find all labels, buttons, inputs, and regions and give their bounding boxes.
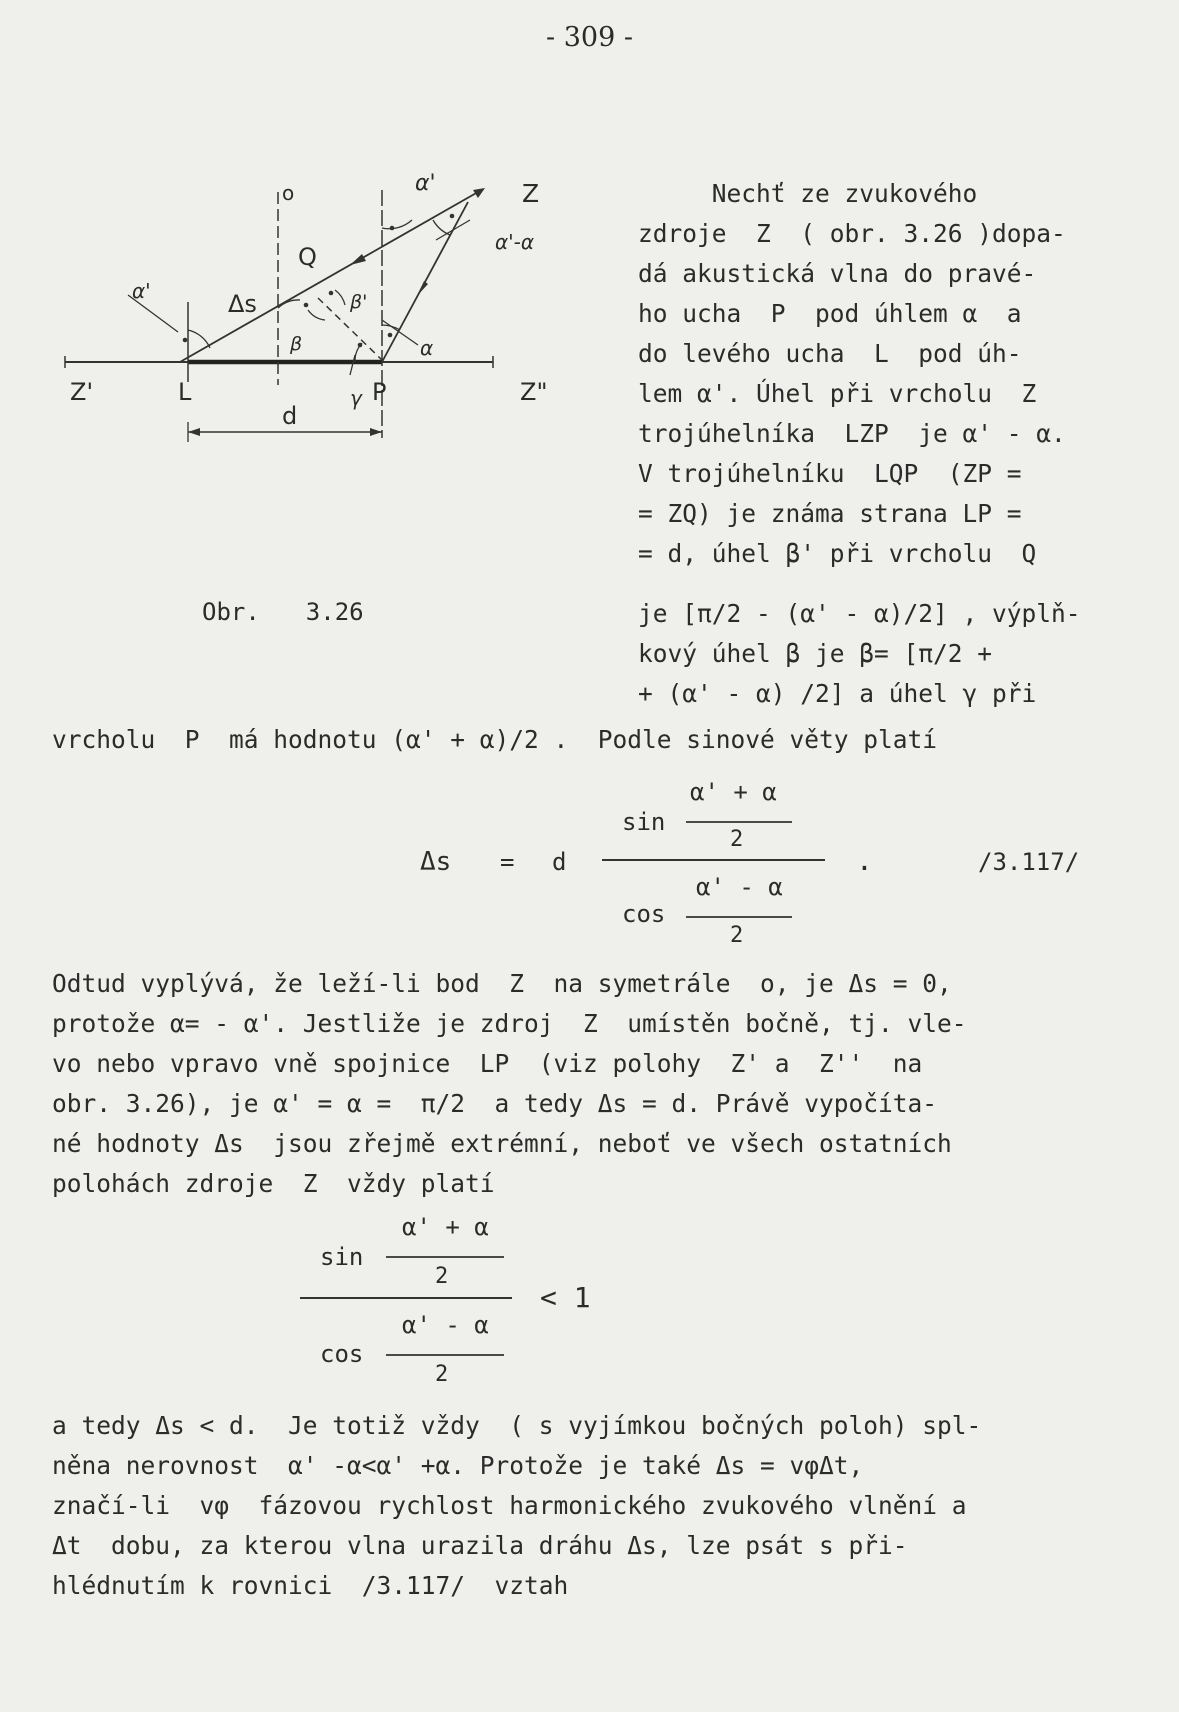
- figure-caption: [202, 598, 410, 626]
- label-delta-s: Δs: [228, 290, 257, 318]
- eq1-two-b: 2: [730, 923, 744, 948]
- eq2-two-a: 2: [435, 1264, 449, 1289]
- text-line: Δt dobu, za kterou vlna urazila dráhu Δs, lze psát s při-: [52, 1531, 908, 1560]
- text-line: vo nebo vpravo vně spojnice LP (viz polohy Z' a Z'' na: [52, 1049, 923, 1078]
- label-q: Q: [298, 243, 317, 271]
- eq2-sin: sin: [320, 1243, 364, 1271]
- text-line: + (α' - α) /2] a úhel γ při: [638, 679, 1037, 708]
- eq1-dot: .: [856, 844, 873, 877]
- text-line: = d, úhel β' při vrcholu Q: [638, 539, 1037, 568]
- eq2-cos: cos: [320, 1340, 364, 1368]
- text-line: a tedy Δs < d. Je totiž vždy ( s vyjímkou bočných poloh) spl-: [52, 1411, 982, 1440]
- line-lz: [180, 192, 478, 362]
- label-z: Z: [522, 179, 540, 208]
- eq1-number: /3.117/: [978, 848, 1080, 876]
- caption-prefix: Obr.: [202, 598, 260, 626]
- text-line: kový úhel β je β= [π/2 +: [638, 639, 993, 668]
- label-p: P: [372, 378, 387, 406]
- eq1-equals: =: [500, 848, 515, 876]
- eq2-den-top: α' - α: [402, 1311, 489, 1339]
- figure-3-26: [60, 150, 560, 500]
- text-line: protože α= - α'. Jestliže je zdroj Z umístěn bočně, tj. vle-: [52, 1009, 967, 1038]
- text-line: Odtud vyplývá, že leží-li bod Z na symetrále o, je Δs = 0,: [52, 969, 952, 998]
- text-line: obr. 3.26), je α' = α = π/2 a tedy Δs = d. Právě vypočíta-: [52, 1089, 938, 1118]
- caption-number: 3.26: [305, 598, 364, 626]
- eq1-lhs: Δs: [420, 847, 452, 877]
- text-line: zdroje Z ( obr. 3.26 )dopa-: [638, 219, 1066, 248]
- text-line: ho ucha P pod úhlem α a: [638, 299, 1022, 328]
- eq2-num-top: α' + α: [402, 1213, 489, 1241]
- label-beta: β: [290, 333, 303, 355]
- label-alpha: α: [420, 336, 434, 360]
- eq2-two-b: 2: [435, 1362, 449, 1387]
- equation-3-117: [400, 770, 1120, 950]
- eq1-cos: cos: [622, 900, 666, 928]
- page-number: - 309 -: [546, 22, 633, 53]
- eq2-rel: < 1: [540, 1281, 591, 1314]
- text-line: značí-li vφ fázovou rychlost harmonického zvukového vlnění a: [52, 1491, 967, 1520]
- text-line: do levého ucha L pod úh-: [638, 339, 1022, 368]
- text-line: dá akustická vlna do pravé-: [638, 259, 1037, 288]
- text-line: vrcholu P má hodnotu (α' + α)/2 . Podle sinové věty platí: [52, 725, 938, 754]
- inequality: [290, 1205, 650, 1390]
- label-alpha-prime-left: α': [132, 279, 151, 303]
- triangle-diagram: [60, 150, 560, 500]
- label-z-double: Z": [520, 378, 548, 406]
- text-line: něna nerovnost α' -α<α' +α. Protože je také Δs = vφΔt,: [52, 1451, 864, 1480]
- label-z-prime: Z': [70, 378, 94, 406]
- label-gamma: γ: [350, 386, 362, 410]
- text-line: polohách zdroje Z vždy platí: [52, 1169, 495, 1198]
- text-line: lem α'. Úhel při vrcholu Z: [638, 379, 1037, 408]
- eq1-den-top: α' - α: [696, 873, 783, 901]
- text-line: je [π/2 - (α' - α)/2] , výplň-: [638, 599, 1081, 628]
- label-beta-prime: β': [350, 291, 368, 313]
- label-l: L: [178, 378, 192, 406]
- text-line: Nechť ze zvukového: [638, 179, 978, 208]
- eq1-d: d: [552, 848, 567, 876]
- text-line: trojúhelníka LZP je α' - α.: [638, 419, 1066, 448]
- label-d: d: [282, 402, 298, 430]
- text-line: = ZQ) je známa strana LP =: [638, 499, 1022, 528]
- text-line: hlédnutím k rovnici /3.117/ vztah: [52, 1571, 569, 1600]
- eq1-two-a: 2: [730, 827, 744, 852]
- label-o: o: [282, 181, 295, 205]
- label-alpha-diff: α'-α: [495, 230, 535, 254]
- eq1-num-top: α' + α: [690, 778, 777, 806]
- text-line: né hodnoty Δs jsou zřejmě extrémní, neboť ve všech ostatních: [52, 1129, 952, 1158]
- text-line: V trojúhelníku LQP (ZP =: [638, 459, 1022, 488]
- eq1-sin: sin: [622, 808, 666, 836]
- label-alpha-prime-top: α': [415, 171, 436, 196]
